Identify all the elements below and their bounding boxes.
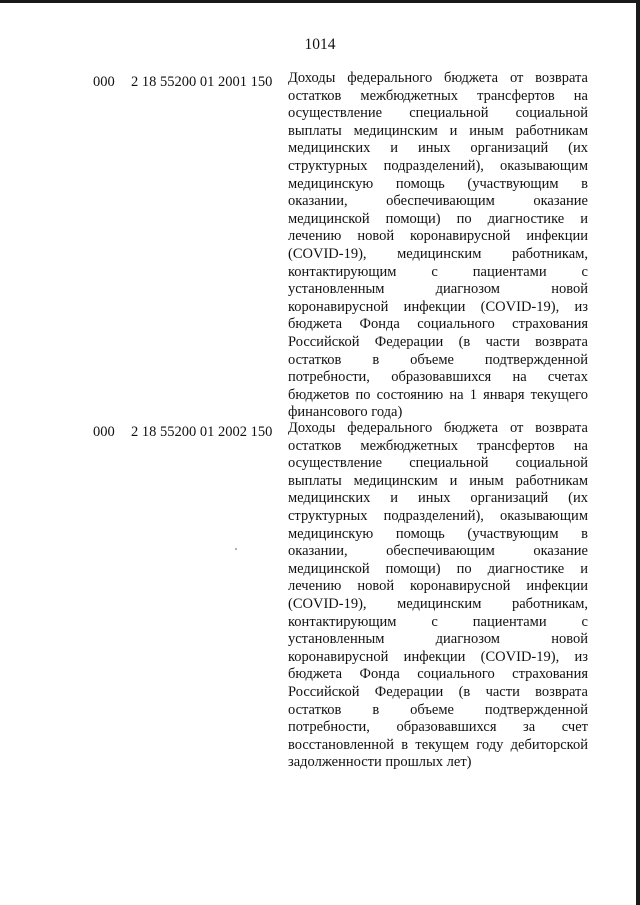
description-line: бюджета Фонда социального страхования — [288, 316, 588, 333]
description-line: (COVID-19), медицинским работникам, — [288, 245, 588, 262]
description-line: задолженности прошлых лет) — [288, 754, 472, 771]
description-line: остатков межбюджетных трансфертов на — [288, 437, 588, 454]
description-line: установленным диагнозом новой — [288, 631, 588, 648]
admin-code: 000 — [93, 424, 115, 440]
description-line: (COVID-19), медицинским работникам, — [288, 595, 588, 612]
description-line: медицинской помощи) по диагностике и — [288, 560, 588, 577]
scan-speck — [235, 548, 237, 550]
description-line: осуществление специальной социальной — [288, 455, 588, 472]
page-number: 1014 — [304, 36, 336, 53]
description-line: выплаты медицинским и иным работникам — [288, 122, 588, 139]
description-line: Российской Федерации (в части возврата — [288, 683, 588, 700]
description-line: лечению новой коронавирусной инфекции — [288, 228, 588, 245]
budget-classification-code: 2 18 55200 01 2002 150 — [131, 424, 273, 440]
scan-edge-top — [0, 0, 640, 3]
description-line: контактирующим с пациентами с — [288, 613, 588, 630]
description-line: остатков в объеме подтвержденной — [288, 351, 588, 368]
description-line: коронавирусной инфекции (COVID-19), из — [288, 648, 588, 665]
description-line: медицинских и иных организаций (их — [288, 140, 588, 157]
description-line: медицинских и иных организаций (их — [288, 490, 588, 507]
description-line: финансового года) — [288, 404, 403, 421]
description-line: Российской Федерации (в части возврата — [288, 333, 588, 350]
description-line: оказании, обеспечивающим оказание — [288, 543, 588, 560]
description-line: выплаты медицинским и иным работникам — [288, 472, 588, 489]
description-line: коронавирусной инфекции (COVID-19), из — [288, 298, 588, 315]
description-line: структурных подразделений), оказывающим — [288, 507, 588, 524]
entry-description — [288, 420, 588, 772]
description-line: медицинской помощи) по диагностике и — [288, 210, 588, 227]
description-line: контактирующим с пациентами с — [288, 263, 588, 280]
description-line: восстановленной в текущем году дебиторской — [288, 736, 588, 753]
description-line: потребности, образовавшихся на счетах — [288, 369, 588, 386]
description-line: остатков межбюджетных трансфертов на — [288, 87, 588, 104]
description-line: бюджетов по состоянию на 1 января текущего — [288, 386, 588, 403]
budget-classification-code: 2 18 55200 01 2001 150 — [131, 74, 273, 90]
description-line: установленным диагнозом новой — [288, 281, 588, 298]
description-line: лечению новой коронавирусной инфекции — [288, 578, 588, 595]
description-line: медицинскую помощь (участвующим в — [288, 175, 588, 192]
description-line: структурных подразделений), оказывающим — [288, 157, 588, 174]
admin-code: 000 — [93, 74, 115, 90]
description-line: остатков в объеме подтвержденной — [288, 701, 588, 718]
description-line: потребности, образовавшихся за счет — [288, 719, 588, 736]
description-line: Доходы федерального бюджета от возврата — [288, 420, 588, 436]
scan-edge-right — [636, 0, 640, 905]
description-line: осуществление специальной социальной — [288, 105, 588, 122]
description-line: Доходы федерального бюджета от возврата — [288, 70, 588, 86]
description-line: оказании, обеспечивающим оказание — [288, 193, 588, 210]
description-line: бюджета Фонда социального страхования — [288, 666, 588, 683]
description-line: медицинскую помощь (участвующим в — [288, 525, 588, 542]
entry-description — [288, 70, 588, 422]
